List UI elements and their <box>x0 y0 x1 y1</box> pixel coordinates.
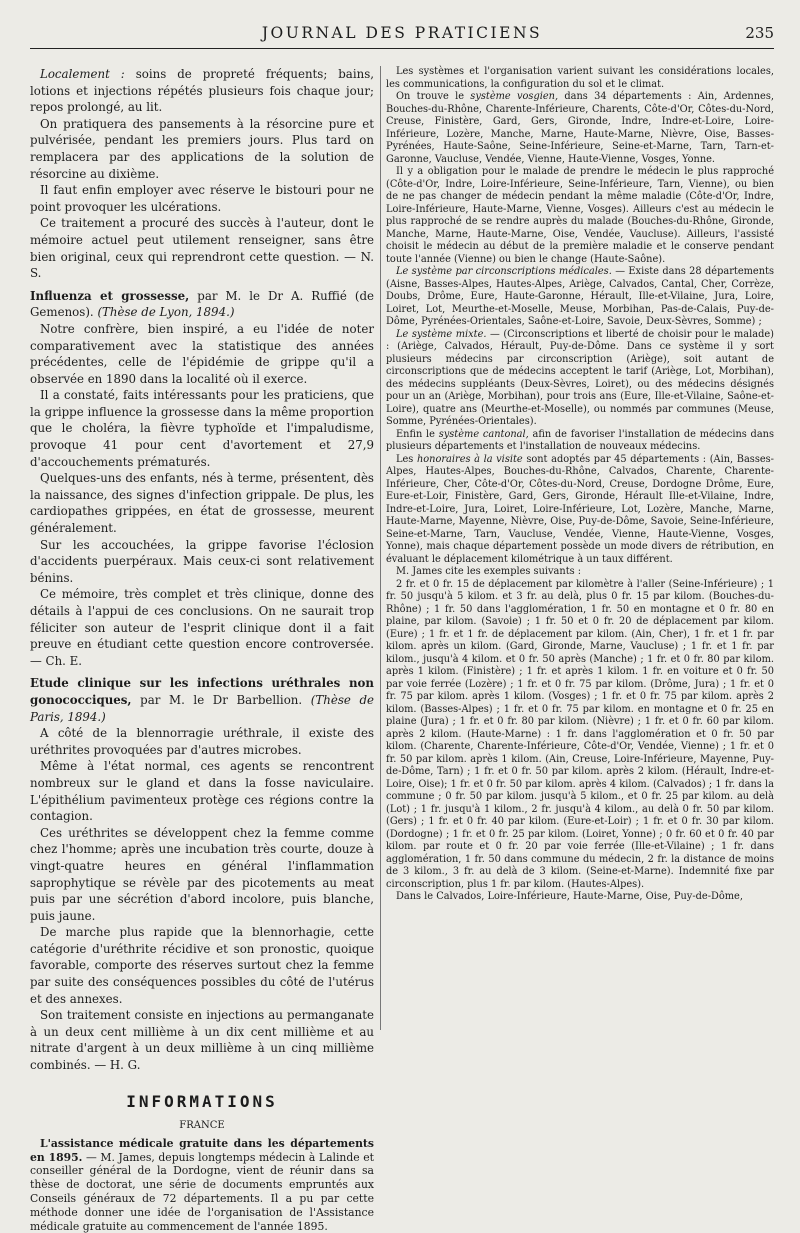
text: — (Circonscriptions et liberté de choisir pour le malade) : (Ariège, Calvados, Hérault, Puy-de-Dôme. Dans ce système il y sort plusieurs médecins par circonscription (Ariège), soit autant de circonscriptions que de médecins acceptent le tarif (Ariège, Lot, Morbihan), des médecins suppléants (Deux-Sèvres, Loiret), ou des médecins désignés pour un an (Ariège, Morbihan), pour trois ans (Eure, Ille-et-Vilaine, Saône-et-Loire), quatre ans (Meurthe-et-Moselle), ou nommés par communes (Meuse, Somme, Pyrénées-Orientales). <box>386 328 774 427</box>
left-column <box>30 66 374 1233</box>
paragraph: M. James cite les exemples suivants : <box>396 566 582 577</box>
paragraph: Ce mémoire, très complet et très clinique, donne des détails à l'appui de ces conclusions. On ne saurait trop féliciter son auteur de l'esprit clinique dont il a fait preuve en étudiant cette question encore controversée. — Ch. E. <box>30 587 374 668</box>
text: On trouve le <box>396 91 471 102</box>
paragraph <box>386 329 774 429</box>
text: Enfin le <box>396 428 439 440</box>
text: Les <box>396 453 417 465</box>
paragraph-text: soins de propreté fréquents; bains, lotions et injections répétés plusieurs fois chaque jour; repos prolongé, au lit. <box>30 67 375 115</box>
article-byline: par M. le Dr A. Ruffié (de Gemenos). <box>30 288 374 320</box>
text: afin de favoriser l'installation de médecins dans plusieurs départements et l'installation de nouveaux médecins. <box>386 428 774 452</box>
text: dans 34 départements : Ain, Ardennes, Bouches-du-Rhône, Charente-Inférieure, Charents, Côte-d'Or, Côtes-du-Nord, Creuse, Finistère, Gard, Gers, Gironde, Indre, Indre-et-Loire, Loire-Inférieure, Lozère, Manche, Marne, Haute-Marne, Nièvre, Oise, Basses-Pyrénées, Haute-Saône, Seine-Inférieure, Seine-et-Marne, Tarn, Tarn-et-Garonne, Vaucluse, Vendée, Vienne, Haute-Vienne, Vosges, Yonne. <box>386 91 774 165</box>
info-text: — M. James, depuis longtemps médecin à Lalinde et conseiller général de la Dordogne, vient de réunir dans sa thèse de doctorat, une série de documents empruntés aux Conseils généraux de 72 départements. Il a pu par cette méthode donner une idée de l'organisation de l'Assistance médicale gratuite au commencement de l'année 1895. <box>30 1150 374 1233</box>
running-header <box>30 22 774 49</box>
right-column <box>386 66 774 904</box>
emphasis: honoraires à la visite <box>416 453 523 465</box>
article-reference: (Thèse de Paris, 1894.) <box>30 692 374 724</box>
paragraph: Il y a obligation pour le malade de prendre le médecin le plus rapproché (Côte-d'Or, Indre, Loire-Inférieure, Seine-Inférieure, Tarn, Vienne), ou bien de ne pas changer de médecin pendant la même maladie (Côte-d'Or, Indre, Loire-Inférieure, Haute-Marne, Vienne, Vosges). Ailleurs c'est au médecin le plus rapproché de se rendre auprès du malade (Bouches-du-Rhône, Gironde, Manche, Marne, Haute-Marne, Oise, Vendée, Vaucluse). Ailleurs, l'assisté choisit le médecin au début de la première maladie et le conserve pendant toute l'année (Vienne) ou bien le change (Haute-Saône). <box>386 166 774 265</box>
emphasis: Le système par circonscriptions médicales. <box>396 266 612 277</box>
paragraph: Quelques-uns des enfants, nés à terme, présentent, dès la naissance, des signes d'infection grippale. De plus, les cardiopathes grippées, en état de grossesse, meurent généralement. <box>30 471 374 536</box>
paragraph: 2 fr. et 0 fr. 15 de déplacement par kilomètre à l'aller (Seine-Inférieure) ; 1 fr. 50 jusqu'à 5 kilom. et 3 fr. au delà, plus 0 fr. 15 par kilom. (Bouches-du-Rhône) ; 1 fr. 50 dans l'agglomération, 1 fr. 50 en montagne et 0 fr. 80 en plaine, par kilom. (Savoie) ; 1 fr. 50 et 0 fr. 20 de déplacement par kilom. (Eure) ; 1 fr. et 1 fr. de déplacement par kilom. (Ain, Cher), 1 fr. et 1 fr. par kilom. après un kilom. (Gard, Gironde, Marne, Vaucluse) ; 1 fr. et 1 fr. par kilom., jusqu'à 4 kilom. et 0 fr. 50 après (Manche) ; 1 fr. et 0 fr. 80 par kilom. après 1 kilom. (Finistère) ; 1 fr. et après 1 kilom. 1 fr. en voiture et 0 fr. 50 par voie ferrée (Lozère) ; 1 fr. et 0 fr. 75 par kilom. (Drôme, Jura) ; 1 fr. et 0 fr. 75 par kilom. après 1 kilom. (Vosges) ; 1 fr. et 0 fr. 75 par kilom. après 2 kilom. (Basses-Alpes) ; 1 fr. et 0 fr. 75 par kilom. en montagne et 0 fr. 25 en plaine (Jura) ; 1 fr. et 0 fr. 80 par kilom. (Nièvre) ; 1 fr. et 0 fr. 60 par kilom. après 2 kilom. (Haute-Marne) : 1 fr. dans l'agglomération et 0 fr. 50 par kilom. (Charente, Charente-Inférieure, Côte-d'Or, Vendée, Vienne) ; 1 fr. et 0 fr. 50 par kilom. après 1 kilom. (Ain, Creuse, Loire-Inférieure, Mayenne, Puy-de-Dôme, Tarn) ; 1 fr. et 0 fr. 50 par kilom. après 2 kilom. (Hérault, Indre-et-Loire, Oise); 1 fr. et 0 fr. 50 par kilom. après 4 kilom. (Calvados) ; 1 fr. dans la commune ; 0 fr. 50 par kilom. jusqu'à 5 kilom., et 0 fr. 25 par kilom. au delà (Lot) ; 1 fr. jusqu'à 1 kilom., 2 fr. jusqu'à 4 kilom., au delà 0 fr. 50 par kilom. (Gers) ; 1 fr. et 0 fr. 40 par kilom. (Eure-et-Loir) ; 1 fr. et 0 fr. 30 par kilom. (Dordogne) ; 1 fr. et 0 fr. 25 par kilom. (Loiret, Yonne) ; 0 fr. 60 et 0 fr. 40 par kilom. par route et 0 fr. 20 par voie ferrée (Ille-et-Vilaine) ; 1 fr. dans agglomération, 1 fr. 50 dans commune du médecin, 2 fr. la distance de moins de 3 kilom., 3 fr. au delà de 3 kilom. (Seine-et-Marne). Indemnité fixe par circonscription, plus 1 fr. par kilom. (Hautes-Alpes). <box>386 578 774 890</box>
paragraph: Son traitement consiste en injections au permanganate à un deux cent millième à un dix cent millième et au nitrate d'argent à un deux millième à un cinq millième combinés. — H. G. <box>30 1008 374 1073</box>
column-divider <box>380 66 381 1030</box>
journal-title: JOURNAL DES PRATICIENS <box>261 24 543 42</box>
info-article <box>30 1137 374 1233</box>
emphasis: Le système mixte. <box>396 328 487 340</box>
paragraph: Même à l'état normal, ces agents se rencontrent nombreux sur le gland et dans la fosse naviculaire. L'épithélium pavimenteux protège ces régions contre la contagion. <box>30 759 374 824</box>
paragraph: Il faut enfin employer avec réserve le bistouri pour ne point provoquer les ulcérations. <box>30 183 374 214</box>
paragraph: Les systèmes et l'organisation varient suivant les considérations locales, les communications, la configuration du sol et le climat. <box>386 66 774 90</box>
info-heading: L'assistance médicale gratuite dans les départements en 1895. <box>30 1136 374 1164</box>
paragraph <box>386 266 774 329</box>
paragraph <box>386 91 774 166</box>
paragraph: Il a constaté, faits intéressants pour les praticiens, que la grippe influence la grossesse dans la même proportion que le choléra, la fièvre typhoïde et l'impaludisme, provoque 41 pour cent d'avortement et 27,9 d'accouchements prématurés. <box>30 388 374 469</box>
subsection-label: FRANCE <box>179 1120 225 1132</box>
page-number: 235 <box>745 24 774 42</box>
section-title: INFORMATIONS <box>126 1091 278 1111</box>
article-byline: par M. le Dr Barbellion. <box>131 692 311 707</box>
article-heading <box>30 675 374 725</box>
paragraph <box>386 454 774 567</box>
paragraph: De marche plus rapide que la blennorhagie, cette catégorie d'uréthrite récidive et son pronostic, quoique favorable, comporte des réserves surtout chez la femme par suite des conséquences possibles du côté de l'utérus et des annexes. <box>30 925 374 1006</box>
paragraph: Sur les accouchées, la grippe favorise l'éclosion d'accidents puerpéraux. Mais ceux-ci sont relativement bénins. <box>30 537 374 585</box>
article-reference: (Thèse de Lyon, 1894.) <box>97 305 235 320</box>
emphasis: système cantonal, <box>438 428 529 440</box>
article-title: Influenza et grossesse, <box>30 288 190 303</box>
paragraph: A côté de la blennorragie uréthrale, il existe des uréthrites provoquées par d'autres microbes. <box>30 726 374 757</box>
inline-label: Localement : <box>40 67 125 81</box>
paragraph: On pratiquera des pansements à la résorcine pure et pulvérisée, pendant les premiers jours. Plus tard on remplacera par des applications de la solution de résorcine au dixième. <box>30 116 374 181</box>
paragraph <box>386 429 774 454</box>
text: — Existe dans 28 départements (Aisne, Basses-Alpes, Hautes-Alpes, Ariège, Calvados, Cantal, Cher, Corrèze, Doubs, Drôme, Eure, Haute-Garonne, Hérault, Ille-et-Vilaine, Jura, Loire, Loiret, Lot, Meurthe-et-Moselle, Meuse, Morbihan, Pas-de-Calais, Puy-de-Dôme, Pyrénées-Orientales, Saône-et-Loire, Savoie, Deux-Sèvres, Somme) ; <box>386 266 774 327</box>
text: sont adoptés par 45 départements : (Ain, Basses-Alpes, Hautes-Alpes, Bouches-du-Rhône, Calvados, Charente, Charente-Inférieure, Cher, Côte-d'Or, Côtes-du-Nord, Creuse, Dordogne Drôme, Eure, Eure-et-Loir, Finistère, Gard, Gers, Gironde, Hérault Ille-et-Vilaine, Indre, Indre-et-Loire, Jura, Loiret, Loire-Inférieure, Lot, Lozère, Manche, Marne, Haute-Marne, Mayenne, Nièvre, Oise, Puy-de-Dôme, Savoie, Seine-Inférieure, Seine-et-Marne, Tarn, Vaucluse, Vendée, Vienne, Haute-Vienne, Vosges, Yonne), mais chaque département possède un mode divers de rétribution, en évaluant le déplacement kilométrique à un taux différent. <box>386 453 774 565</box>
paragraph: Notre confrère, bien inspiré, a eu l'idée de noter comparativement avec la statistique des années précédentes, celle de l'épidémie de grippe qu'il a observée en 1890 dans la localité où il exerce. <box>30 321 374 386</box>
paragraph: Dans le Calvados, Loire-Inférieure, Haute-Marne, Oise, Puy-de-Dôme, <box>396 891 743 902</box>
paragraph <box>30 66 374 116</box>
emphasis: système vosgien, <box>470 91 559 102</box>
article-heading <box>30 288 374 321</box>
article-title: Etude clinique sur les infections uréthrales non gonococciques, <box>30 676 374 707</box>
paragraph: Ces uréthrites se développent chez la femme comme chez l'homme; après une incubation très courte, douze à vingt-quatre heures en général l'inflammation saprophytique se révèle par des picotements au meat puis par une sécrétion d'abord incolore, puis blanche, puis jaune. <box>30 825 374 923</box>
paragraph: Ce traitement a procuré des succès à l'auteur, dont le mémoire actuel peut utilement renseigner, sans être bien original, ceux qui reprendront cette question. — N. S. <box>30 216 374 281</box>
